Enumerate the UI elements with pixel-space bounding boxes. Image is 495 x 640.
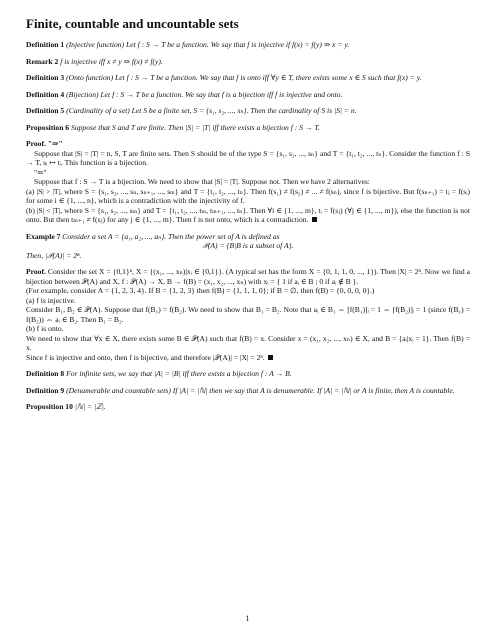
definition-label: Definition 5 — [26, 106, 65, 115]
proof-label: Proof. — [26, 139, 46, 148]
remark-2 — [26, 57, 470, 67]
document-page — [26, 16, 470, 419]
definition-9 — [26, 386, 470, 396]
example-7 — [26, 232, 470, 261]
proof-direction-forward: "⇒" — [47, 139, 63, 148]
definition-4 — [26, 90, 470, 100]
definition-text: (Onto function) Let f : S → T be a function. We say that f is onto iff ∀y ∈ T, there exists some x ∈ S such that f(x) = y. — [66, 73, 422, 82]
definition-text: For infinite sets, we say that |A| = |B| iff there exists a bijection f : A → B. — [66, 369, 292, 378]
section-title: Finite, countable and uncountable sets — [26, 16, 239, 31]
proof-case-b — [26, 206, 470, 225]
example-text: Consider a set A = {a₁, a₂, ..., aₙ}. Then the power set of A is defined as — [62, 231, 280, 241]
proposition-6 — [26, 123, 470, 133]
definition-8 — [26, 369, 470, 379]
definition-label: Definition 3 — [26, 73, 65, 82]
example-label: Example 7 — [26, 231, 61, 241]
definition-text: (Cardinality of a set) Let S be a finite set, S = {s₁, s₂, ..., sₙ}. Then the cardinality of S is |S| = n. — [66, 106, 357, 115]
proof-case-b-text: (b) |S| < |T|, where S = {s₁, s₂, ..., sₘ} and T = {t₁, t₂, ..., tₘ, tₘ₊₁, ..., tₙ}. Then ∀i ∈ {1, ..., m}, tᵢ = f(sⱼ) (∀j ∈ {1, ..., m}), else the function is not onto. But then tₘ₊₁ ≠ f(sⱼ) for any j ∈ {1, ..., m}. Then f is not onto, which is a contradiction. — [26, 205, 470, 224]
proof-paragraph: Suppose that |S| = |T| = n, S, T are finite sets. Then S should be of the type S = {s₁, s₂, ..., sₙ} and T = {t₁, t₂, ..., tₙ}. Consider the function f : S → T, sᵢ ↦ tᵢ. This function is a bijection. — [26, 148, 470, 167]
page-number: 1 — [245, 614, 250, 623]
proof-paragraph: (For example, consider A = {1, 2, 3, 4}. If B = {1, 2, 3} then f(B) = {1, 1, 1, 0}; if B = ∅, then f(B) = {0, 0, 0, 0}.) — [26, 286, 375, 295]
proof-conclusion-text: Since f is injective and onto, then f is bijective, and therefore |𝒫(A)| = |X| = 2ⁿ. — [26, 352, 265, 362]
definition-text: (Denumerable and countable sets) If |A| = |ℕ| then we say that A is denumerable. If |A| = |ℕ| or A is finite, then A is countable. — [66, 385, 455, 395]
qed-square-icon — [312, 217, 317, 222]
proof-conclusion — [26, 353, 470, 363]
proposition-label: Proposition 6 — [26, 122, 70, 132]
proposition-text: |ℕ| = |ℤ|. — [74, 402, 106, 411]
definition-label: Definition 1 — [26, 40, 65, 49]
proof-example-7 — [26, 267, 470, 362]
proof-label: Proof. — [26, 267, 46, 276]
example-conclusion: Then, |𝒫(A)| = 2ⁿ. — [26, 250, 82, 260]
proof-case-b: (b) f is onto. — [26, 324, 64, 333]
proof-case-a: (a) f is injective. — [26, 295, 76, 305]
proposition-text: Suppose that S and T are finite. Then |S| = |T| iff there exists a bijection f : S → T. — [71, 122, 320, 132]
qed-square-icon — [268, 355, 273, 360]
definition-1 — [26, 40, 470, 50]
definition-text: (Injective function) Let f : S → T be a function. We say that f is injective if f(x) = f(y) ⇒ x = y. — [66, 40, 350, 49]
definition-label: Definition 8 — [26, 369, 65, 378]
proof-paragraph: We need to show that ∀x ∈ X, there exists some B ∈ 𝒫(A) such that f(B) = x. Consider x = (x₁, x₂, ..., xₙ) ∈ X, and B = {aᵢ|xᵢ = 1}. Then f(B) = x. — [26, 333, 470, 352]
display-equation: 𝒫(A) = {B|B is a subset of A}. — [202, 241, 294, 250]
remark-label: Remark 2 — [26, 56, 59, 66]
definition-3 — [26, 73, 470, 83]
proof-paragraph: Suppose that f : S → T is a bijection. We need to show that |S| = |T|. Suppose not. Then we have 2 alternatives: — [34, 177, 370, 186]
proposition-label: Proposition 10 — [26, 402, 73, 411]
proof-case-a: (a) |S| > |T|, where S = {s₁, s₂, ..., sₙ, sₙ₊₁, ..., sₘ} and T = {t₁, t₂, ..., tₙ}. Then f(s₁) ≠ f(s₂) ≠ ... ≠ f(sₙ), since f is bijective. But f(sₙ₊₁) = tⱼ = f(sᵢ) for some i ∈ {1, ..., n}, which is a contradiction with the injectivity of f. — [26, 186, 470, 205]
proof-direction-backward: "⇐" — [34, 167, 47, 177]
definition-5 — [26, 106, 470, 116]
remark-text: f is injective iff x ≠ y ⇒ f(x) ≠ f(y). — [60, 56, 163, 66]
proof-paragraph: Consider B₁, B₂ ∈ 𝒫(A). Suppose that f(B₁) = f(B₂). We need to show that B₁ = B₂. Note that aᵢ ∈ B₁ ⇔ [f(B₁)]ᵢ = 1 ⇔ [f(B₂)]ᵢ = 1 (since f(B₁) = f(B₂)) ⇔ aᵢ ∈ B₂. Then B₁ = B₂. — [26, 305, 470, 324]
definition-label: Definition 4 — [26, 89, 65, 99]
proposition-10 — [26, 402, 470, 412]
definition-text: (Bijection) Let f : S → T be a function. We say that f is a bijection iff f is injective and onto. — [66, 89, 343, 99]
definition-label: Definition 9 — [26, 385, 65, 395]
proof-paragraph: Consider the set X = {0,1}ⁿ, X = {(x₁, ..., xₙ)|xᵢ ∈ {0,1}}. (A typical set has the form X = {0, 1, 1, 0, ..., 1}). Then |X| = 2ⁿ. Now we find a bijection between 𝒫(A) and X, f : 𝒫(A) → X, B → f(B) = (x₁, x₂, ..., xₙ) with xᵢ = { 1 if aᵢ ∈ B ; 0 if aᵢ ∉ B }. — [26, 267, 470, 286]
proof-proposition-6 — [26, 139, 470, 225]
